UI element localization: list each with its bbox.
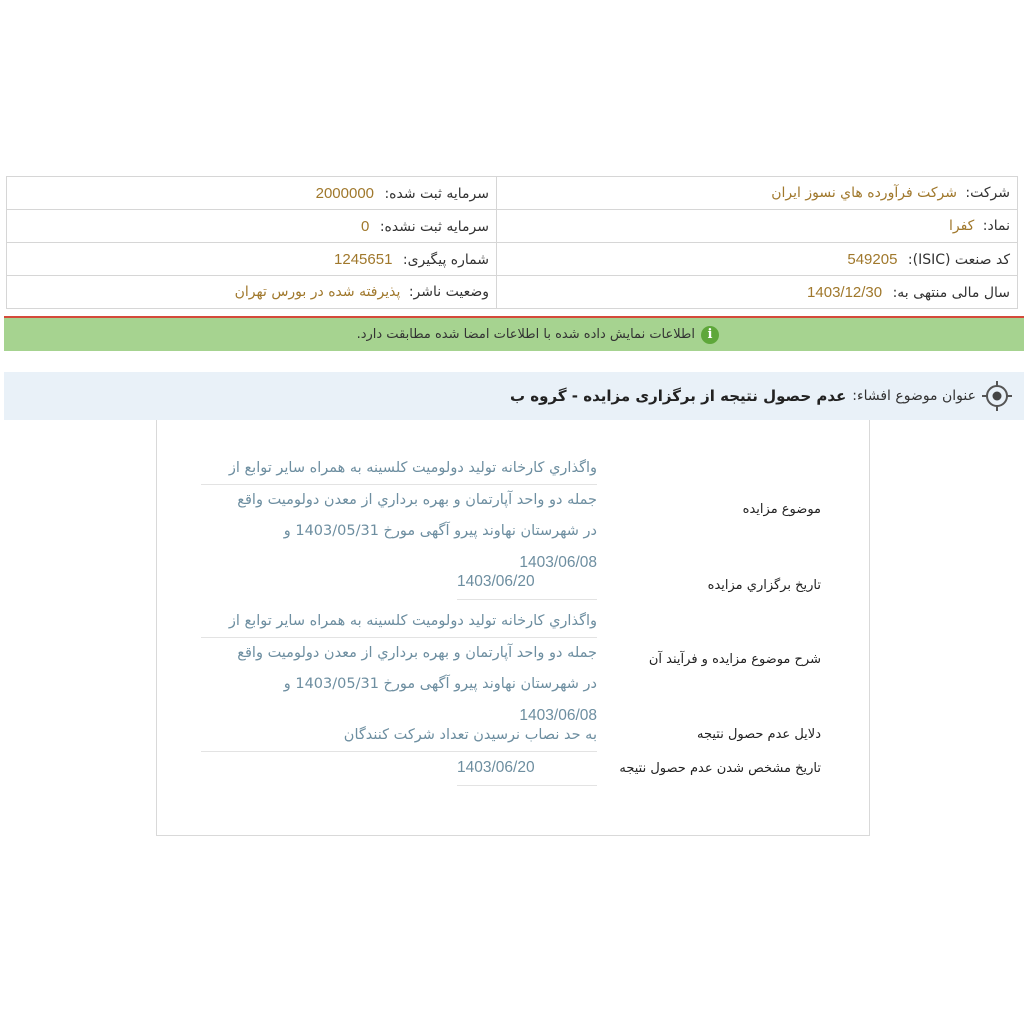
auction-subject-line-1: واگذاري کارخانه توليد دولوميت کلسينه به همراه ساير توابع از (201, 453, 597, 485)
unregistered-capital-label: سرمایه ثبت نشده: (379, 218, 489, 235)
auction-subject-label: موضوع مزايده (742, 502, 821, 517)
auction-subject-line-2: جمله دو واحد آپارتمان و بهره برداري از معدن دولوميت واقع (237, 492, 597, 508)
info-icon: i (701, 326, 719, 344)
description-value (201, 606, 597, 731)
tracking-number-label: شماره پیگیری: (402, 251, 489, 268)
fiscal-year-cell (497, 276, 1018, 309)
subject-title: عدم حصول نتیجه از برگزاری مزایده - گروه ب (510, 387, 847, 405)
unregistered-capital-value: 0 (361, 217, 370, 235)
verification-notice (4, 318, 1024, 351)
registered-capital-cell (7, 177, 497, 210)
target-icon (982, 381, 1012, 411)
failure-reasons-text: به حد نصاب نرسيدن تعداد شرکت کنندگان (343, 727, 597, 743)
details-panel (156, 420, 870, 836)
fiscal-year-value: 1403/12/30 (807, 283, 883, 301)
auction-subject-line-4: 1403/06/08 (519, 554, 597, 571)
failure-date-label: تاريخ مشخص شدن عدم حصول نتيجه (619, 761, 821, 776)
registered-capital-label: سرمایه ثبت شده: (384, 185, 489, 202)
subject-label: عنوان موضوع افشاء: (852, 388, 976, 404)
company-cell (497, 177, 1018, 210)
auction-date-value: 1403/06/20 (457, 567, 597, 600)
publisher-status-cell (7, 276, 497, 309)
description-line-3: در شهرستان نهاوند پيرو آگهی مورخ 1403/05/31 و (283, 676, 597, 692)
auction-date-label: تاريخ برگزاري مزايده (707, 578, 821, 593)
industry-code-value: 549205 (847, 250, 898, 268)
description-line-2: جمله دو واحد آپارتمان و بهره برداري از معدن دولوميت واقع (237, 645, 597, 661)
auction-subject-line-3: در شهرستان نهاوند پيرو آگهی مورخ 1403/05/31 و (283, 523, 597, 539)
tracking-number-cell (7, 243, 497, 276)
symbol-cell (497, 210, 1018, 243)
subject-bar (4, 372, 1024, 420)
symbol-label: نماد: (982, 218, 1010, 234)
company-value: شرکت فرآورده هاي نسوز ايران (771, 185, 957, 201)
company-label: شرکت: (965, 185, 1010, 201)
industry-code-cell (497, 243, 1018, 276)
company-info-table (6, 176, 1018, 309)
unregistered-capital-cell (7, 210, 497, 243)
notice-text: اطلاعات نمایش داده شده با اطلاعات امضا شده مطابقت دارد. (356, 327, 695, 342)
failure-reasons-label: دلايل عدم حصول نتيجه (697, 727, 821, 742)
failure-reasons-value (201, 720, 597, 752)
failure-date-value: 1403/06/20 (457, 753, 597, 786)
symbol-value: کفرا (948, 218, 975, 234)
description-label: شرح موضوع مزايده و فرآيند آن (648, 652, 821, 667)
description-line-4: 1403/06/08 (519, 707, 597, 724)
auction-subject-value (201, 453, 597, 578)
publisher-status-label: وضعیت ناشر: (408, 284, 489, 300)
industry-code-label: کد صنعت (ISIC): (907, 251, 1010, 268)
tracking-number-value: 1245651 (334, 250, 393, 268)
registered-capital-value: 2000000 (315, 184, 375, 202)
fiscal-year-label: سال مالی منتهی به: (892, 284, 1010, 301)
description-line-1: واگذاري کارخانه توليد دولوميت کلسينه به همراه ساير توابع از (201, 606, 597, 638)
publisher-status-value: پذیرفته شده در بورس تهران (234, 284, 401, 300)
